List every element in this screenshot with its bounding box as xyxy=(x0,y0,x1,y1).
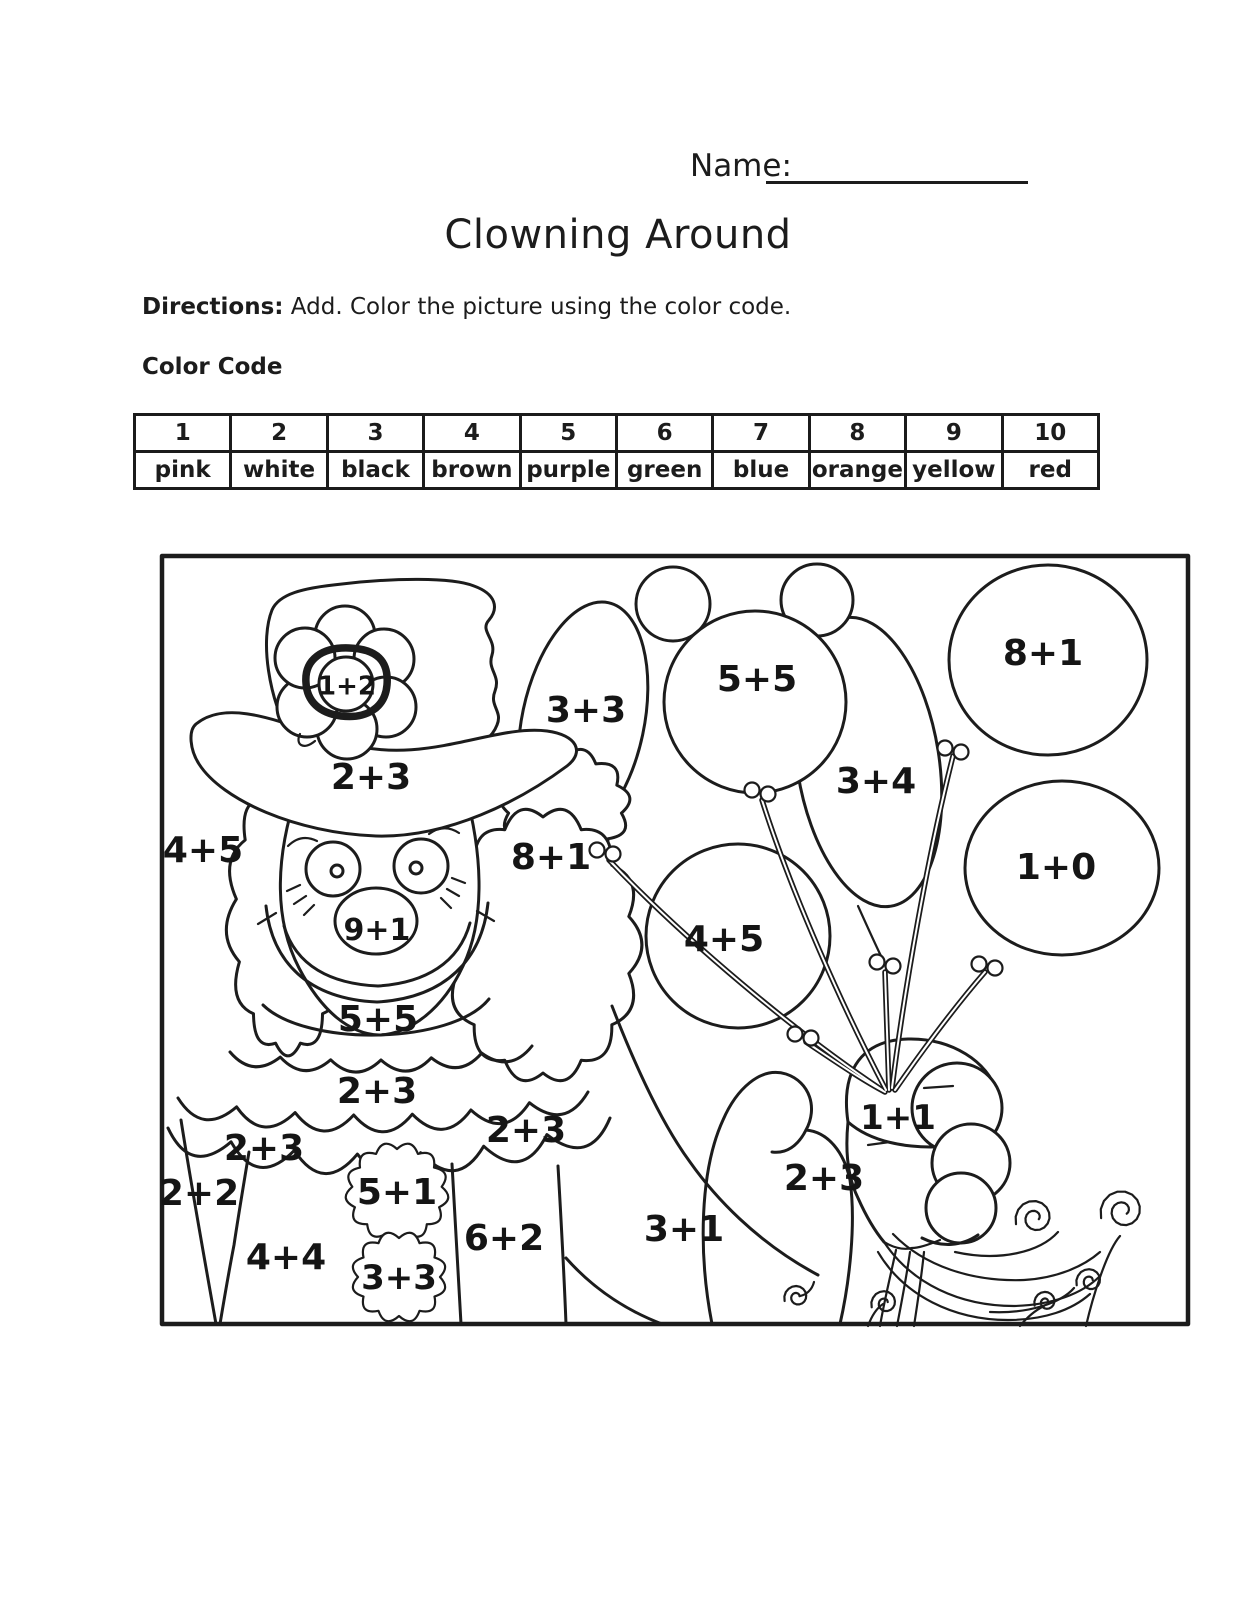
math-problem-glove: 2+3 xyxy=(783,1157,865,1199)
math-problem-round-balloon: 4+5 xyxy=(683,918,765,960)
math-problem-neck-ruffle: 2+3 xyxy=(336,1070,418,1112)
code-color-cell-pink: pink xyxy=(135,452,231,489)
code-color-cell-blue: blue xyxy=(713,452,809,489)
math-problem-pompom-bottom: 3+3 xyxy=(361,1258,437,1299)
code-color-cell-yellow: yellow xyxy=(906,452,1002,489)
code-number-cell-7: 7 xyxy=(713,415,809,452)
code-number-cell-8: 8 xyxy=(809,415,905,452)
code-number-cell-2: 2 xyxy=(231,415,327,452)
page-title: Clowning Around xyxy=(444,212,792,258)
math-problem-collar-right: 2+3 xyxy=(485,1109,567,1151)
code-number-cell-5: 5 xyxy=(520,415,616,452)
math-problem-nose: 9+1 xyxy=(343,912,411,948)
code-number-cell-9: 9 xyxy=(906,415,1002,452)
code-color-cell-red: red xyxy=(1002,452,1098,489)
math-problem-collar-left: 2+3 xyxy=(223,1127,305,1169)
math-problem-flower-center: 1+2 xyxy=(318,671,376,702)
math-problem-tall-balloon: 3+4 xyxy=(835,760,917,802)
math-problem-arm: 3+1 xyxy=(643,1208,725,1250)
directions-label: Directions: xyxy=(142,294,284,320)
code-color-cell-orange: orange xyxy=(809,452,905,489)
code-color-cell-purple: purple xyxy=(520,452,616,489)
code-number-cell-4: 4 xyxy=(424,415,520,452)
directions-text: Add. Color the picture using the color code. xyxy=(283,294,792,320)
name-label: Name: xyxy=(690,148,792,184)
code-number-cell-3: 3 xyxy=(327,415,423,452)
math-problem-mouse-ear-balloon: 5+5 xyxy=(716,658,798,700)
code-color-cell-brown: brown xyxy=(424,452,520,489)
code-number-cell-10: 10 xyxy=(1002,415,1098,452)
math-problem-body-left: 2+2 xyxy=(158,1172,240,1214)
math-problem-hat-brim: 2+3 xyxy=(330,756,412,798)
math-problem-oval-balloon: 3+3 xyxy=(545,689,627,731)
math-problem-hair-right: 8+1 xyxy=(510,836,592,878)
math-problem-body-lower-left: 4+4 xyxy=(245,1236,327,1278)
code-number-cell-1: 1 xyxy=(135,415,231,452)
code-number-cell-6: 6 xyxy=(616,415,712,452)
color-code-heading: Color Code xyxy=(142,354,283,380)
math-problem-chin: 5+5 xyxy=(337,998,419,1040)
math-problem-right-balloon: 1+0 xyxy=(1015,846,1097,888)
math-problem-background-left: 4+5 xyxy=(162,829,244,871)
math-problem-body-right: 6+2 xyxy=(463,1217,545,1259)
code-color-cell-green: green xyxy=(616,452,712,489)
code-color-cell-black: black xyxy=(327,452,423,489)
math-problem-pompom-top: 5+1 xyxy=(356,1171,438,1213)
math-problem-top-right-balloon: 8+1 xyxy=(1002,632,1084,674)
math-problem-hand: 1+1 xyxy=(860,1098,936,1139)
code-color-cell-white: white xyxy=(231,452,327,489)
